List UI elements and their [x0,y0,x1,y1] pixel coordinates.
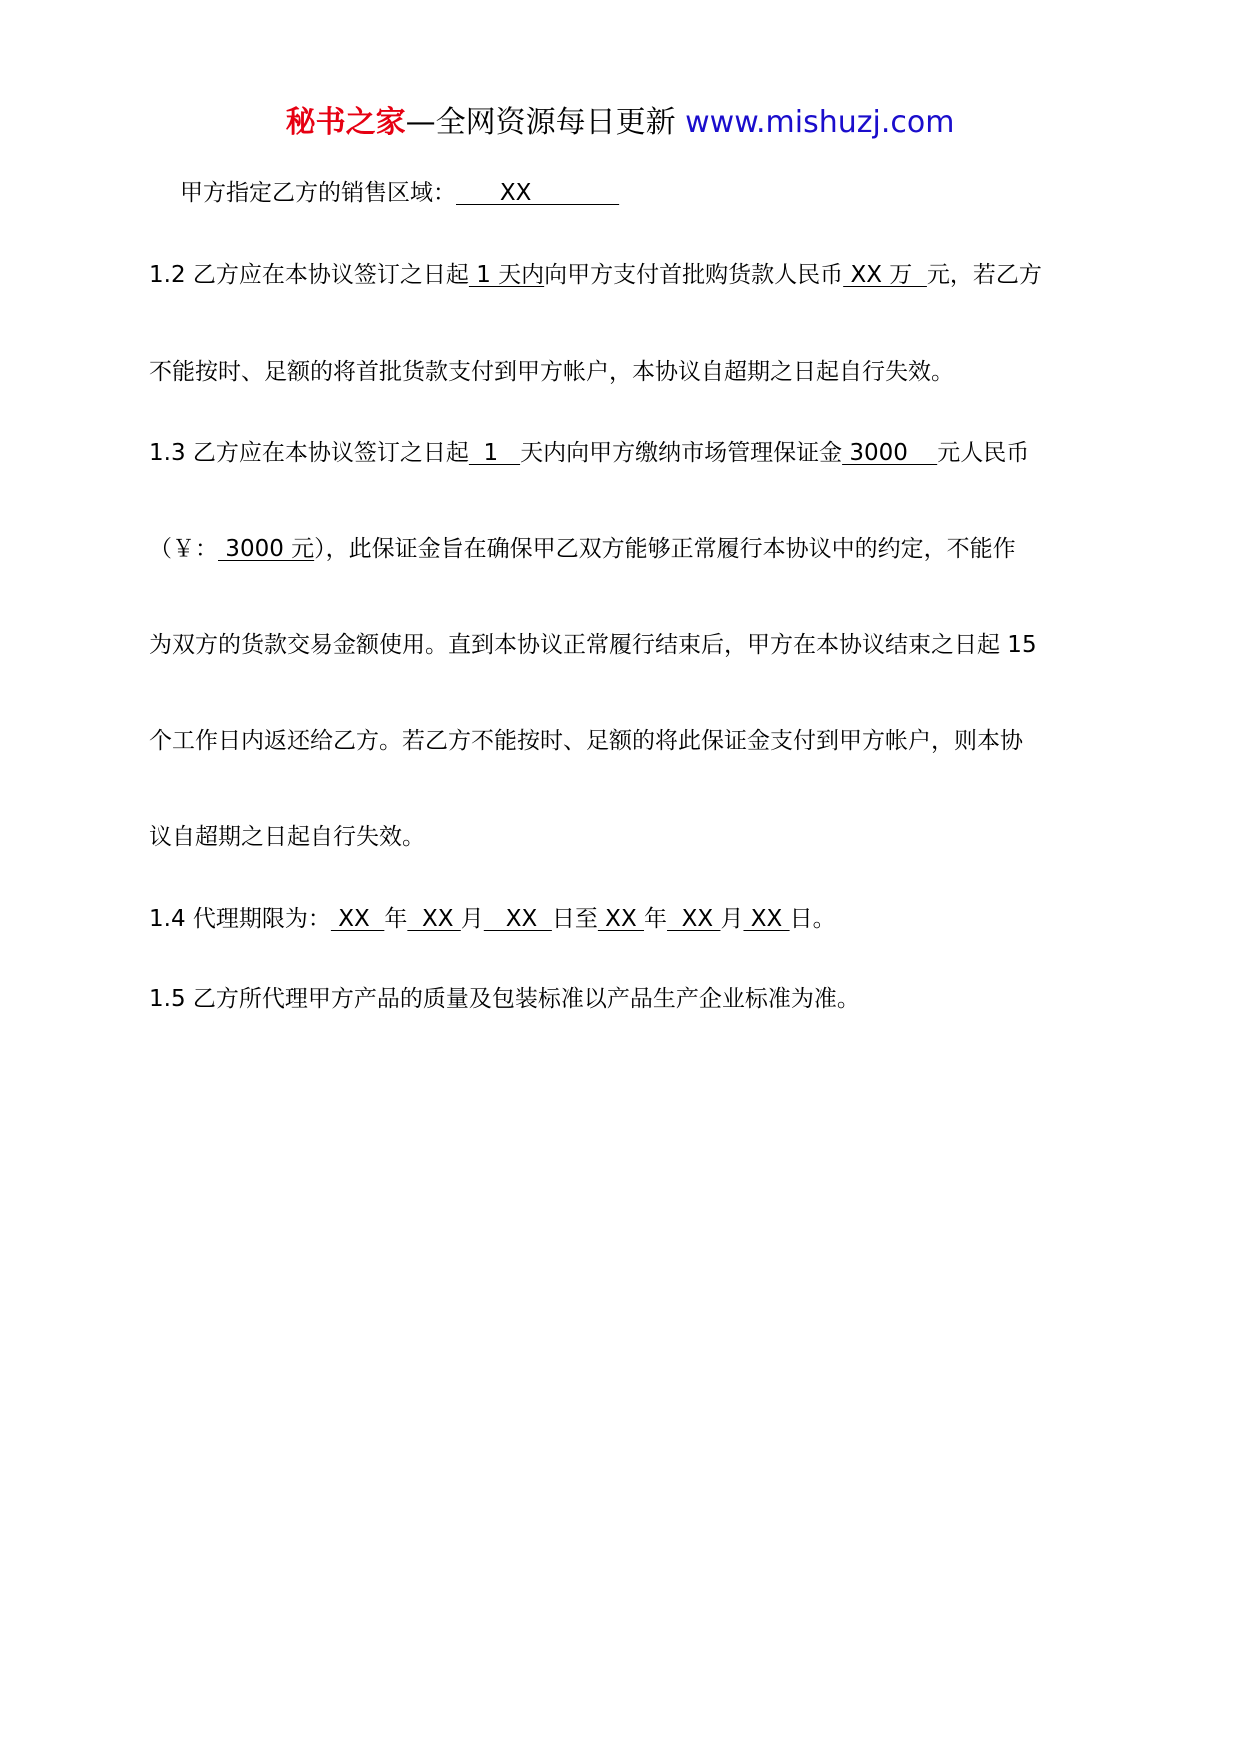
clause-1-5-text: 1.5 乙方所代理甲方产品的质量及包装标准以产品生产企业标准为准。 [149,986,860,1012]
clause-1-3-text-line-3: 为双方的货款交易金额使用。直到本协议正常履行结束后，甲方在本协议结束之日起 15 [149,632,1037,658]
month-char-1: 月 [460,906,484,932]
clause-1-2-line-2 [149,355,1124,389]
site-url-link[interactable]: www.mishuzj.com [685,105,955,140]
clause-1-3-line-3 [149,628,1124,662]
clause-1-2-text-line-2: 不能按时、足额的将首批货款支付到甲方帐户，本协议自超期之日起自行失效。 [149,359,954,385]
clause-1-3-line-1 [149,436,1124,470]
clause-1-3-deposit: 3000 [842,440,938,466]
term-start-year: XX [330,906,385,932]
clause-1-3-deposit-words: 3000 元 [218,536,315,562]
clause-1-3-text-line-2-a: （￥： [149,536,218,562]
term-end-month: XX [667,906,721,932]
brand-name: 秘书之家 [285,105,406,140]
term-start-day: XX [483,906,552,932]
clause-1-3-text-a: 1.3 乙方应在本协议签订之日起 [149,440,469,466]
clause-1-2-text-a: 1.2 乙方应在本协议签订之日起 [149,262,469,288]
clause-1-2-text-b: 向甲方支付首批购货款人民币 [544,262,844,288]
clause-1-3-line-4 [149,724,1124,758]
clause-1-3-line-5 [149,820,1124,854]
sales-region-label: 甲方指定乙方的销售区域： [180,180,456,206]
term-to-text: 日至 [551,906,598,932]
clause-1-3-text-c: 元人民币 [937,440,1030,466]
clause-1-3-text-line-2-b: ），此保证金旨在确保甲乙双方能够正常履行本协议中的约定，不能作 [314,536,1016,562]
clause-1-3-line-2 [149,532,1124,566]
clause-1-4-line [149,902,1124,936]
clause-1-4-label: 1.4 代理期限为： [149,906,331,932]
sales-region-line [180,176,1155,210]
clause-1-2-line-1 [149,258,1124,292]
clause-1-3-text-b: 天内向甲方缴纳市场管理保证金 [520,440,843,466]
term-end-year: XX [597,906,645,932]
sales-region-value: XX [456,180,620,206]
term-start-month: XX [407,906,461,932]
clause-1-5-line [149,982,1124,1016]
site-header [0,100,1240,146]
year-char-1: 年 [384,906,408,932]
day-char-end: 日。 [789,906,836,932]
clause-1-3-text-line-4: 个工作日内返还给乙方。若乙方不能按时、足额的将此保证金支付到甲方帐户，则本协 [149,728,1023,754]
clause-1-2-text-c: 元，若乙方 [926,262,1042,288]
header-tagline: —全网资源每日更新 [405,105,686,140]
year-char-2: 年 [644,906,668,932]
clause-1-3-text-line-5: 议自超期之日起自行失效。 [149,824,425,850]
clause-1-3-days: 1 [468,440,521,466]
month-char-2: 月 [720,906,744,932]
clause-1-2-amount: XX 万 [843,262,927,288]
clause-1-2-days: 1 天内 [468,262,545,288]
term-end-day: XX [743,906,790,932]
